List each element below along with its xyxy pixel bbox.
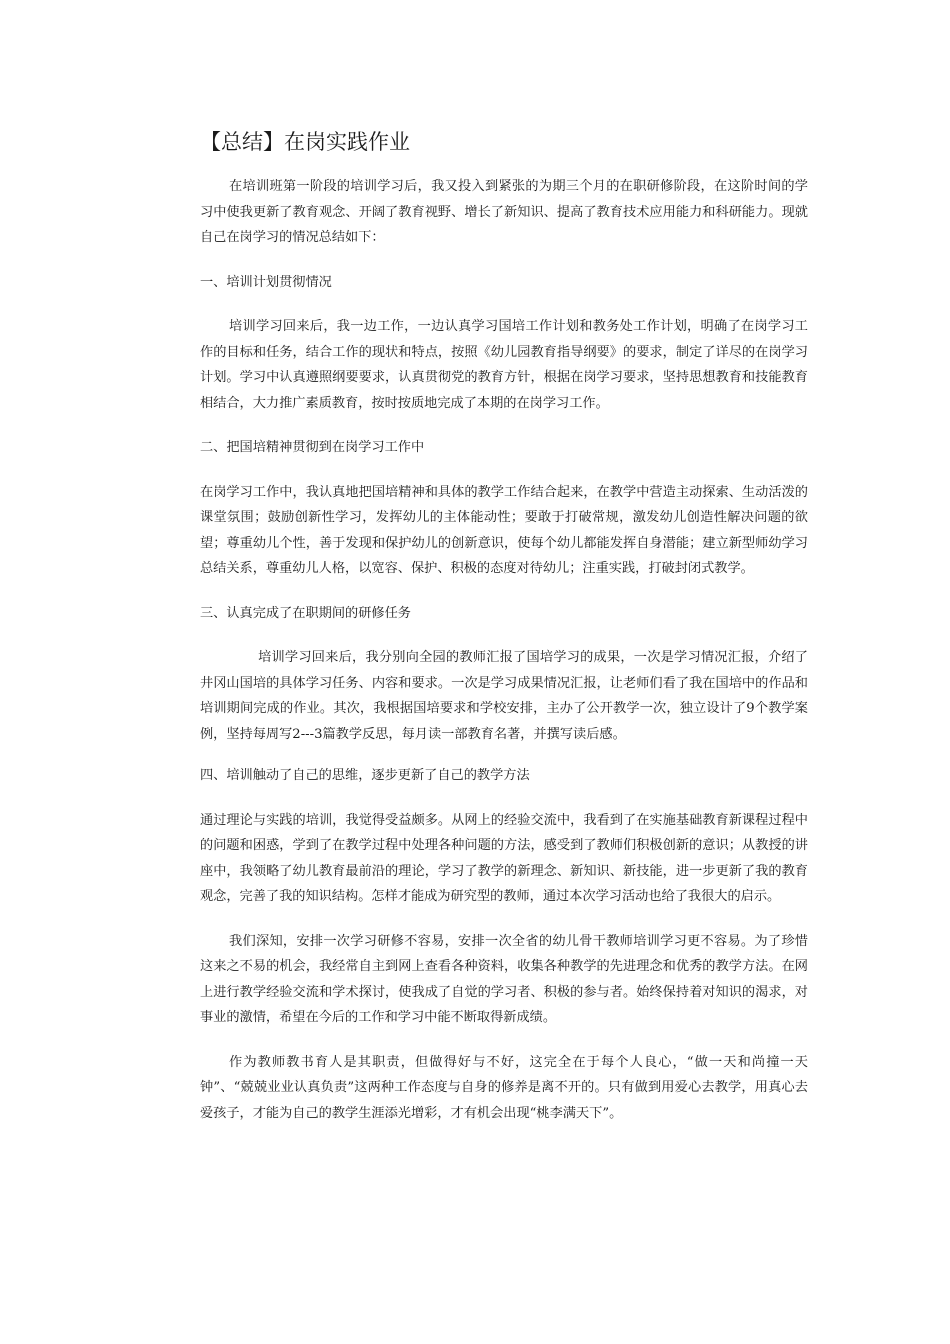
section-body-1: 培训学习回来后，我一边工作，一边认真学习国培工作计划和教务处工作计划，明确了在岗学习工作的目标和任务，结合工作的现状和特点，按照《幼儿园教育指导纲要》的要求，制定了详尽的在岗学习计划。学习中认真遵照纲要要求，认真贯彻党的教育方针，根据在岗学习要求，坚持思想教育和技能教育相结合，大力推广素质教育，按时按质地完成了本期的在岗学习工作。: [200, 319, 808, 411]
section-body-2: 在岗学习工作中，我认真地把国培精神和具体的教学工作结合起来，在教学中营造主动探索、生动活泼的课堂氛围；鼓励创新性学习，发挥幼儿的主体能动性；要敢于打破常规，激发幼儿创造性解决问题的欲望；尊重幼儿个性，善于发现和保护幼儿的创新意识，使每个幼儿都能发挥自身潜能；建立新型师幼学习总结关系，尊重幼儿人格，以宽容、保护、积极的态度对待幼儿；注重实践，打破封闭式教学。: [200, 484, 808, 576]
section-heading-4: 四、培训触动了自己的思维，逐步更新了自己的教学方法: [200, 768, 530, 783]
section-heading-1: 一、培训计划贯彻情况: [200, 274, 332, 290]
section-body-4: 通过理论与实践的培训，我觉得受益颇多。从网上的经验交流中，我看到了在实施基础教育新课程过程中的问题和困惑，学到了在教学过程中处理各种问题的方法，感受到了教师们积极创新的意识；从教授的讲座中，我领略了幼儿教育最前沿的理论，学习了教学的新理念、新知识、新技能，进一步更新了我的教育观念，完善了我的知识结构。怎样才能成为研究型的教师，通过本次学习活动也给了我很大的启示。: [200, 812, 808, 904]
intro-paragraph: 在培训班第一阶段的培训学习后，我又投入到紧张的为期三个月的在职研修阶段，在这阶时间的学习中使我更新了教育观念、开阔了教育视野、增长了新知识、提高了教育技术应用能力和科研能力。现就自己在岗学习的情况总结如下：: [200, 179, 808, 245]
section-heading-2: 二、把国培精神贯彻到在岗学习工作中: [200, 440, 425, 455]
section-body-3: 培训学习回来后，我分别向全园的教师汇报了国培学习的成果，一次是学习情况汇报，介绍了井冈山国培的具体学习任务、内容和要求。一次是学习成果情况汇报，让老师们看了我在国培中的作品和培训期间完成的作业。其次，我根据国培要求和学校安排，主办了公开教学一次，独立设计了9个教学案例，坚持每周写2---3篇教学反思，每月读一部教育名著，并撰写读后感。: [200, 650, 808, 742]
closing-paragraph-2: 作为教师教书育人是其职责，但做得好与不好，这完全在于每个人良心，“做一天和尚撞一天钟”、“兢兢业业认真负责”这两种工作态度与自身的修养是离不开的。只有做到用爱心去教学，用真心去爱孩子，才能为自己的教学生涯添光增彩，才有机会出现“桃李满天下”。: [200, 1054, 808, 1121]
document-page: [200, 128, 808, 1126]
section-heading-3: 三、认真完成了在职期间的研修任务: [200, 605, 411, 621]
document-title: 【总结】在岗实践作业: [200, 130, 410, 154]
closing-paragraph-1: 我们深知，安排一次学习研修不容易，安排一次全省的幼儿骨干教师培训学习更不容易。为了珍惜这来之不易的机会，我经常自主到网上查看各种资料，收集各种教学的先进理念和优秀的教学方法。在网上进行教学经验交流和学术探讨，使我成了自觉的学习者、积极的参与者。始终保持着对知识的渴求，对事业的激情，希望在今后的工作和学习中能不断取得新成绩。: [200, 933, 808, 1025]
